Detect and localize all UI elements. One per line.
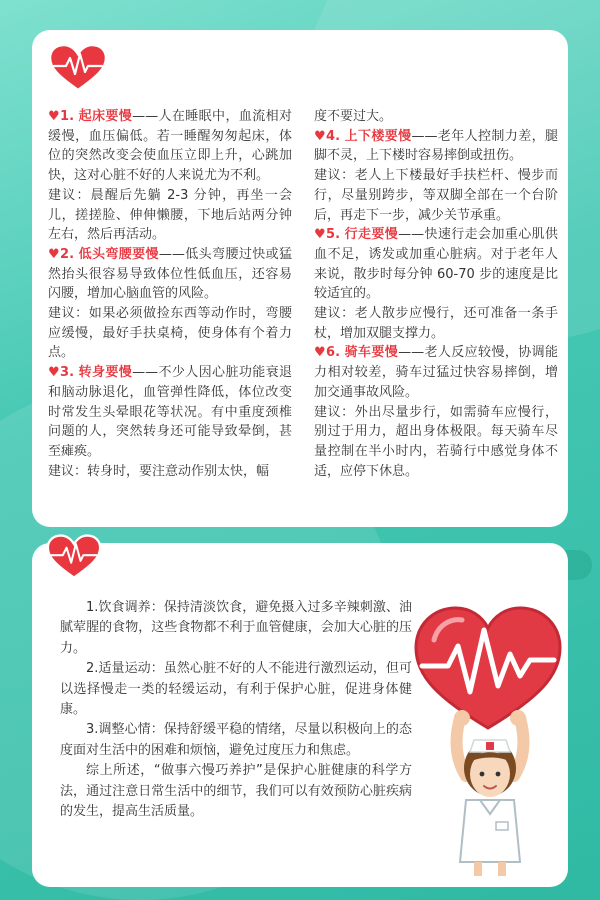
list-item — [48, 245, 292, 304]
item-number: 1. — [60, 109, 75, 124]
tip-paragraph: 2.适量运动：虽然心脏不好的人不能进行激烈运动，但可以选择慢走一类的轻缓运动，有利于保护心脏，促进身体健康。 — [60, 661, 412, 718]
item-number: 2. — [60, 246, 75, 262]
item-number: 5. — [326, 227, 341, 243]
summary-paragraph: 综上所述，“做事六慢巧养护”是保护心脏健康的科学方法，通过注意日常生活中的细节，我们可以有效预防心脏疾病的发生，提高生活质量。 — [60, 763, 412, 820]
section2-text — [60, 598, 412, 822]
heart-pulse-icon — [46, 534, 102, 582]
item-heading: 转身要慢 — [78, 365, 133, 381]
item-body: ——低头弯腰过快或猛然抬头很容易导致体位性低血压，还容易闪腰，增加心脑血管的风险。 — [48, 246, 292, 302]
item-heading: 上下楼要慢 — [344, 128, 412, 144]
item-body: ——不少人因心脏功能衰退和脑动脉退化，血管弹性降低，体位改变时常发生头晕眼花等状况。有中重度颈椎问题的人，突然转身还可能导致晕倒，甚至瘫痪。 — [48, 365, 292, 459]
heart-icon: ♥ — [48, 246, 61, 262]
item-heading: 起床要慢 — [78, 109, 133, 124]
item-body: ——快速行走会加重心肌供血不足，诱发或加重心脏病。对于老年人来说，散步时每分钟 60-70 步的速度是比较适宜的。 — [314, 227, 558, 302]
item-number: 6. — [326, 345, 341, 361]
item-number: 4. — [326, 128, 341, 144]
item-advice: 建议：晨醒后先躺 2-3 分钟，再坐一会儿，搓搓脸、伸伸懒腰，下地后站两分钟左右，然后再活动。 — [48, 187, 292, 243]
list-item — [48, 107, 292, 186]
item-body: ——老年人控制力差，腿脚不灵，上下楼时容易摔倒或扭伤。 — [314, 128, 558, 164]
item-advice: 建议：转身时，要注意动作别太快，幅 — [48, 463, 270, 479]
item-number: 3. — [60, 365, 75, 381]
list-item — [314, 225, 558, 304]
section1-left-column — [48, 107, 292, 481]
section1-right-column — [314, 107, 558, 481]
item-body: ——老人反应较慢，协调能力相对较差，骑车过猛过快容易摔倒，增加交通事故风险。 — [314, 345, 558, 400]
heart-icon: ♥ — [314, 227, 327, 243]
heart-icon: ♥ — [314, 345, 327, 361]
item-advice: 建议：如果必须做捡东西等动作时，弯腰应缓慢，最好手扶桌椅，使身体有个着力点。 — [48, 306, 292, 361]
heart-icon: ♥ — [48, 109, 61, 124]
list-item — [314, 343, 558, 402]
item-heading: 行走要慢 — [344, 227, 399, 243]
heart-icon: ♥ — [48, 365, 61, 381]
item-body: ——人在睡眠中，血流相对缓慢，血压偏低。若一睡醒匆匆起床，体位的突然改变会使血压立即上升，心跳加快，这对心脏不好的人来说尤为不利。 — [48, 109, 292, 184]
list-item — [314, 127, 558, 166]
item-heading: 骑车要慢 — [344, 345, 399, 361]
heart-pulse-icon — [48, 44, 108, 94]
nurse-holding-heart-illustration — [408, 600, 568, 880]
list-item — [48, 363, 292, 462]
heart-icon: ♥ — [314, 128, 327, 144]
item-heading: 低头弯腰要慢 — [78, 246, 159, 262]
tip-paragraph: 3.调整心情：保持舒缓平稳的情绪，尽量以积极向上的态度面对生活中的困难和烦恼，避免过度压力和焦虑。 — [60, 722, 412, 758]
item-advice: 建议：外出尽量步行，如需骑车应慢行，别过于用力，超出身体极限。每天骑车尽量控制在半小时内，若骑行中感觉身体不适，应停下休息。 — [314, 404, 558, 479]
item-advice-continued: 度不要过大。 — [314, 109, 393, 124]
item-advice: 建议：老人散步应慢行，还可准备一条手杖，增加双腿支撑力。 — [314, 306, 558, 341]
item-advice: 建议：老人上下楼最好手扶栏杆、慢步而行，尽量别跨步，等双脚全部在一个台阶后，再走下一步，减少关节承重。 — [314, 168, 558, 223]
tip-paragraph: 1.饮食调养：保持清淡饮食，避免摄入过多辛辣刺激、油腻荤腥的食物，这些食物都不利于血管健康，会加大心脏的压力。 — [60, 600, 412, 656]
